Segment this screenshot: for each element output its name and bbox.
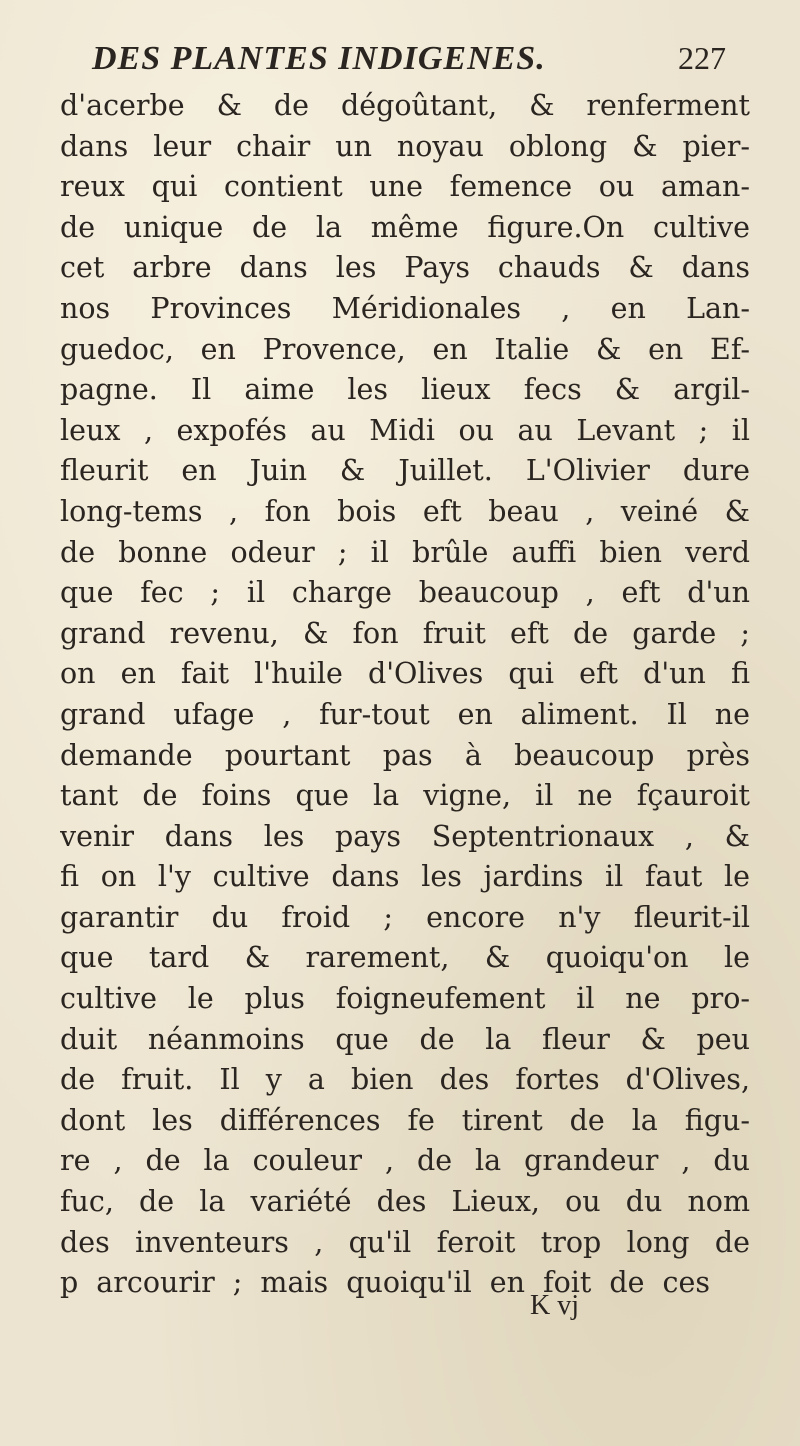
text-line: des inventeurs , qu'il feroit trop long de [60, 1225, 750, 1259]
text-line: duit néanmoins que de la fleur & peu [60, 1022, 750, 1056]
text-line: leux , expofés au Midi ou au Levant ; il [60, 413, 750, 447]
text-line: dans leur chair un noyau oblong & pier- [60, 129, 750, 163]
text-line: guedoc, en Provence, en Italie & en Ef- [60, 332, 750, 366]
text-line: de unique de la même figure.On cultive [60, 210, 750, 244]
text-line: garantir du froid ; encore n'y fleurit-il [60, 900, 750, 934]
text-line: venir dans les pays Septentrionaux , & [60, 819, 750, 853]
text-line: cultive le plus foigneufement il ne pro- [60, 982, 750, 1016]
page-number: 227 [678, 40, 726, 76]
text-line: d'acerbe & de dégoûtant, & renferment [60, 89, 750, 122]
text-line: tant de foins que la vigne, il ne fçauroit [60, 779, 750, 813]
signature-mark: K vj [530, 1290, 579, 1321]
text-line: fi on l'y cultive dans les jardins il faut le [60, 860, 750, 894]
text-line: dont les différences fe tirent de la figu- [60, 1103, 750, 1137]
text-line: p arcourir ; mais quoiqu'il en foit de ces [60, 1266, 710, 1300]
text-line: pagne. Il aime les lieux fecs & argil- [60, 373, 750, 407]
text-line: nos Provinces Méridionales , en Lan- [60, 291, 750, 325]
body-text [60, 86, 750, 1304]
text-line: fleurit en Juin & Juillet. L'Olivier dure [60, 454, 750, 488]
text-line: grand revenu, & fon fruit eft de garde ; [60, 616, 750, 650]
text-line: re , de la couleur , de la grandeur , du [60, 1144, 750, 1178]
text-line: fuc, de la variété des Lieux, ou du nom [60, 1185, 750, 1219]
text-line: cet arbre dans les Pays chauds & dans [60, 251, 750, 285]
text-line: reux qui contient une femence ou aman- [60, 170, 750, 204]
text-line: on en fait l'huile d'Olives qui eft d'un fi [60, 657, 750, 691]
text-line: demande pourtant pas à beaucoup près [60, 738, 750, 772]
text-line: long-tems , fon bois eft beau , veiné & [60, 494, 750, 528]
text-line: que fec ; il charge beaucoup , eft d'un [60, 576, 750, 610]
text-line: de bonne odeur ; il brûle auffi bien verd [60, 535, 750, 569]
running-head: DES PLANTES INDIGENES. [92, 40, 546, 77]
text-line: grand ufage , fur-tout en aliment. Il ne [60, 697, 750, 731]
text-line: que tard & rarement, & quoiqu'on le [60, 941, 750, 975]
page-header [92, 36, 732, 86]
text-line: de fruit. Il y a bien des fortes d'Olives, [60, 1063, 750, 1097]
